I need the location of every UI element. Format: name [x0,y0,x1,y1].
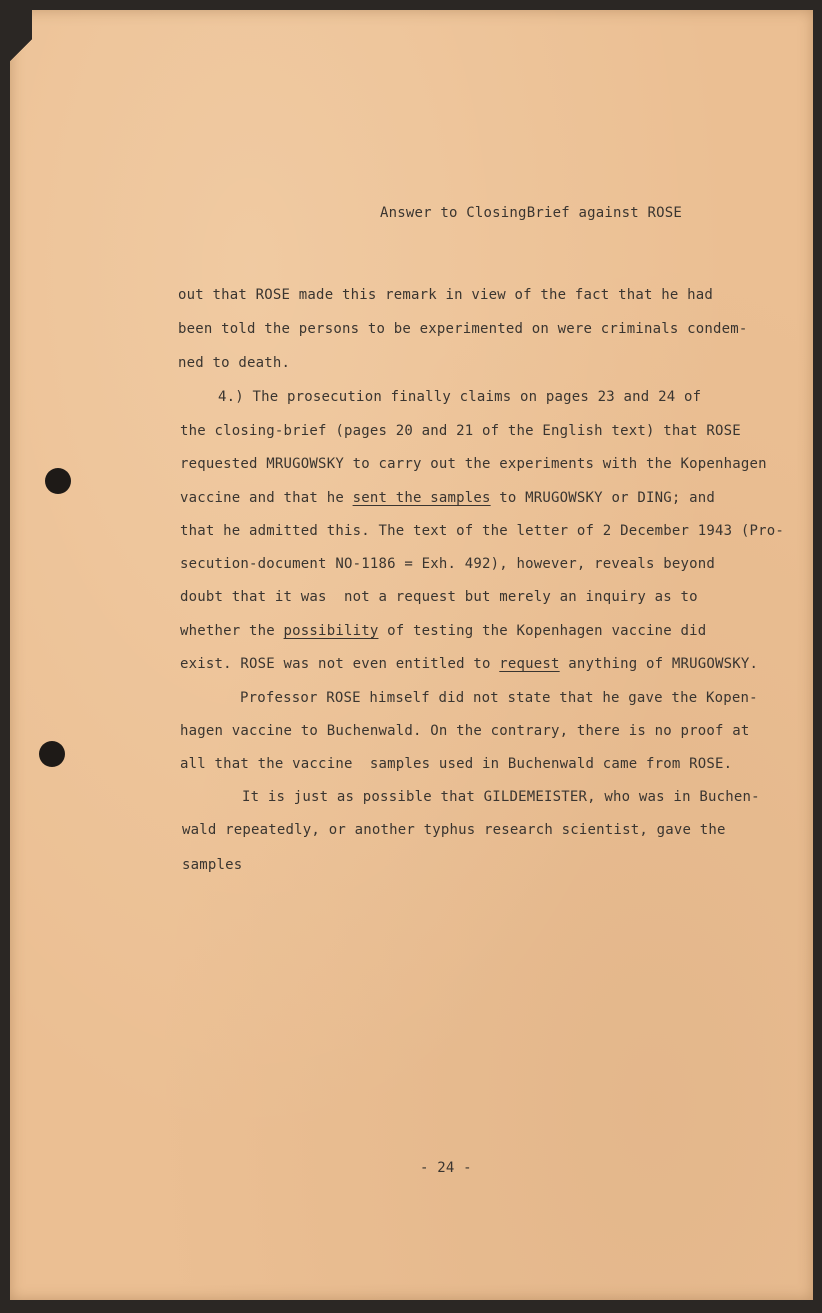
body-line [180,490,715,506]
body-text: of testing the Kopenhagen vaccine did [378,623,707,639]
underlined-phrase: possibility [283,623,379,639]
punch-hole-top [45,468,71,494]
body-text: exist. ROSE was not even entitled to [180,656,500,672]
body-line: out that ROSE made this remark in view of the fact that he had [178,287,713,303]
body-line: wald repeatedly, or another typhus research scientist, gave the [182,822,726,838]
body-line [180,623,706,639]
body-text: vaccine and that he [180,490,353,506]
body-line: 4.) The prosecution finally claims on pages 23 and 24 of [218,389,702,405]
body-line: the closing-brief (pages 20 and 21 of the English text) that ROSE [180,423,741,439]
body-line: samples [182,857,243,873]
typed-page [10,10,813,1300]
body-line: all that the vaccine samples used in Buchenwald came from ROSE. [180,756,733,772]
body-text: whether the [180,623,284,639]
punch-hole-bottom [39,741,65,767]
underlined-phrase: sent the samples [352,490,491,506]
body-text: to MRUGOWSKY or DING; and [490,490,715,506]
body-line [180,656,758,672]
body-line: It is just as possible that GILDEMEISTER, who was in Buchen- [242,789,760,805]
body-line: doubt that it was not a request but merely an inquiry as to [180,589,698,605]
page-header: Answer to ClosingBrief against ROSE [380,205,683,221]
body-line: Professor ROSE himself did not state that he gave the Kopen- [240,690,758,706]
body-line: secution-document NO-1186 = Exh. 492), however, reveals beyond [180,556,715,572]
body-line: hagen vaccine to Buchenwald. On the contrary, there is no proof at [180,723,750,739]
body-line: requested MRUGOWSKY to carry out the experiments with the Kopenhagen [180,456,767,472]
body-line: been told the persons to be experimented on were criminals condem- [178,321,748,337]
body-text: anything of MRUGOWSKY. [559,656,759,672]
underlined-phrase: request [499,656,560,672]
page-number: - 24 - [420,1160,472,1176]
body-line: that he admitted this. The text of the letter of 2 December 1943 (Pro- [180,523,785,539]
body-line: ned to death. [178,355,291,371]
